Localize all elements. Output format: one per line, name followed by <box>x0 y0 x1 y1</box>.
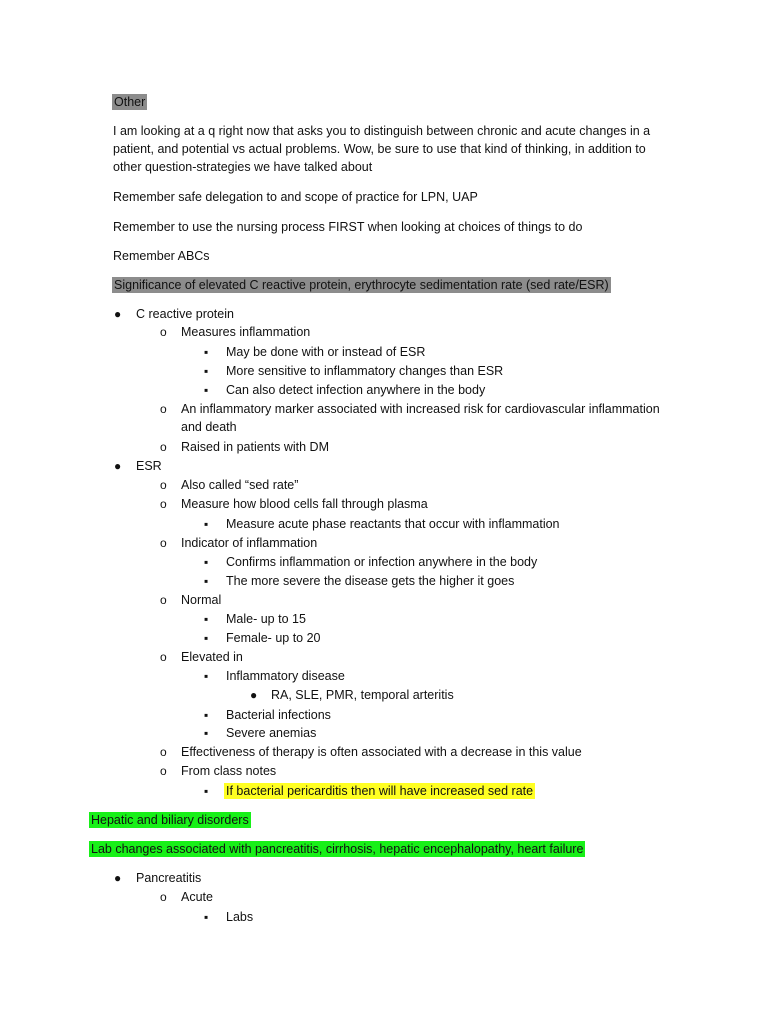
bullet-l3-icon: ▪ <box>204 631 209 645</box>
bullet-l3-icon: ▪ <box>204 383 209 397</box>
esr-title: ESR <box>136 459 162 473</box>
heading-lab-changes <box>89 840 585 858</box>
esr-also: Also called “sed rate” <box>181 478 299 492</box>
bullet-l2-icon: o <box>160 536 167 550</box>
crp-measures-2: More sensitive to inflammatory changes than ESR <box>226 364 504 378</box>
bullet-l1-icon: ● <box>114 307 122 321</box>
reminder-nursing-process: Remember to use the nursing process FIRST when looking at choices of things to do <box>113 220 583 234</box>
bullet-l3-icon: ▪ <box>204 574 209 588</box>
bullet-l3-icon: ▪ <box>204 910 209 924</box>
esr-indicator-2: The more severe the disease gets the higher it goes <box>226 574 515 588</box>
esr-measure-sub: Measure acute phase reactants that occur with inflammation <box>226 517 560 531</box>
heading-crp-esr <box>112 276 611 294</box>
esr-ra-sle: RA, SLE, PMR, temporal arteritis <box>271 688 454 702</box>
bullet-l2-icon: o <box>160 402 167 416</box>
esr-effectiveness: Effectiveness of therapy is often associated with a decrease in this value <box>181 745 582 759</box>
esr-normal-female: Female- up to 20 <box>226 631 321 645</box>
esr-anemias: Severe anemias <box>226 726 317 740</box>
intro-line-1: I am looking at a q right now that asks you to distinguish between chronic and acute changes in a <box>113 124 651 138</box>
esr-normal: Normal <box>181 593 222 607</box>
heading-other-text: Other <box>114 95 146 109</box>
esr-pericarditis <box>224 782 535 800</box>
bullet-l2-icon: o <box>160 497 167 511</box>
esr-measure: Measure how blood cells fall through plasma <box>181 497 428 511</box>
heading-crp-esr-text: Significance of elevated C reactive protein, erythrocyte sedimentation rate (sed rate/ESR) <box>114 278 609 292</box>
pancreatitis-labs: Labs <box>226 910 254 924</box>
bullet-l2-icon: o <box>160 890 167 904</box>
esr-normal-male: Male- up to 15 <box>226 612 306 626</box>
esr-pericarditis-text: If bacterial pericarditis then will have increased sed rate <box>226 784 534 798</box>
bullet-l1-icon: ● <box>114 459 122 473</box>
bullet-l3-icon: ▪ <box>204 726 209 740</box>
bullet-l2-icon: o <box>160 478 167 492</box>
crp-measures-3: Can also detect infection anywhere in the body <box>226 383 486 397</box>
bullet-l3-icon: ▪ <box>204 555 209 569</box>
crp-marker-line-1: An inflammatory marker associated with increased risk for cardiovascular inflammation <box>181 402 660 416</box>
bullet-l3-icon: ▪ <box>204 612 209 626</box>
intro-line-2: patient, and potential vs actual problems. Wow, be sure to use that kind of thinking, in addition to <box>113 142 646 156</box>
esr-elevated: Elevated in <box>181 650 243 664</box>
bullet-l3-icon: ▪ <box>204 345 209 359</box>
bullet-l3-icon: ▪ <box>204 517 209 531</box>
heading-other <box>112 93 147 111</box>
pancreatitis-title: Pancreatitis <box>136 871 202 885</box>
bullet-l1-icon: ● <box>114 871 122 885</box>
esr-indicator-1: Confirms inflammation or infection anywhere in the body <box>226 555 538 569</box>
bullet-l2-icon: o <box>160 650 167 664</box>
crp-marker-line-2: and death <box>181 420 237 434</box>
esr-indicator: Indicator of inflammation <box>181 536 318 550</box>
bullet-l2-icon: o <box>160 440 167 454</box>
esr-inflammatory-disease: Inflammatory disease <box>226 669 345 683</box>
bullet-l3-icon: ▪ <box>204 364 209 378</box>
bullet-l3-icon: ▪ <box>204 784 209 798</box>
intro-line-3: other question-strategies we have talked about <box>113 160 373 174</box>
heading-hepatic <box>89 811 251 829</box>
bullet-l2-icon: o <box>160 764 167 778</box>
bullet-l3-icon: ▪ <box>204 669 209 683</box>
reminder-delegation: Remember safe delegation to and scope of practice for LPN, UAP <box>113 190 478 204</box>
bullet-l2-icon: o <box>160 745 167 759</box>
heading-hepatic-text: Hepatic and biliary disorders <box>91 813 249 827</box>
bullet-l4-icon: ● <box>250 688 258 702</box>
crp-measures: Measures inflammation <box>181 325 311 339</box>
crp-measures-1: May be done with or instead of ESR <box>226 345 426 359</box>
bullet-l2-icon: o <box>160 593 167 607</box>
pancreatitis-acute: Acute <box>181 890 213 904</box>
esr-class-notes: From class notes <box>181 764 277 778</box>
bullet-l2-icon: o <box>160 325 167 339</box>
heading-lab-changes-text: Lab changes associated with pancreatitis, cirrhosis, hepatic encephalopathy, heart failure <box>91 842 584 856</box>
crp-title: C reactive protein <box>136 307 234 321</box>
reminder-abcs: Remember ABCs <box>113 249 210 263</box>
crp-dm: Raised in patients with DM <box>181 440 329 454</box>
bullet-l3-icon: ▪ <box>204 708 209 722</box>
esr-bacterial: Bacterial infections <box>226 708 331 722</box>
